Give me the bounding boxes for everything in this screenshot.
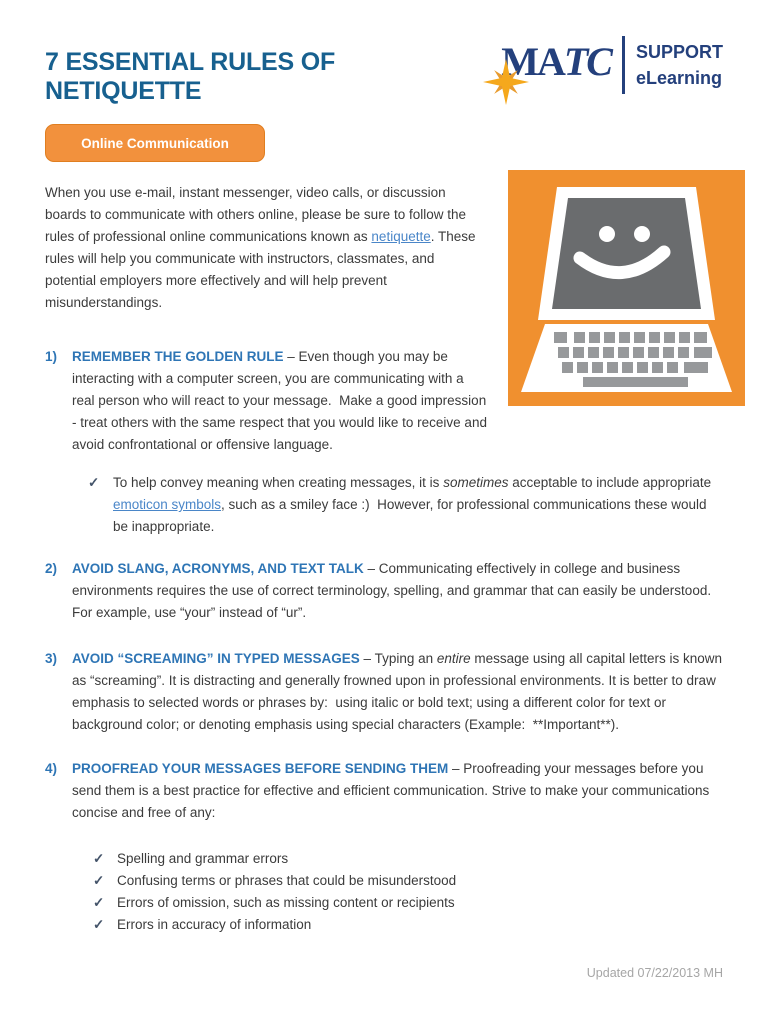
checklist-item: ✓ Errors of omission, such as missing content or recipients [45,892,723,914]
emoticon-symbols-link[interactable]: emoticon symbols [113,497,222,512]
italic-word: sometimes [443,475,509,490]
logo-department [636,39,723,91]
rule-body: – Proofreading your messages before you send them is a best practice for effective and efficient communication. Strive to make your communications concise and free of any: [72,761,714,820]
logo-support-label: SUPPORT [635,42,723,62]
rule-number: 4) [45,761,58,776]
rule-item-3 [45,648,726,736]
checkmark-icon: ✓ [93,917,105,932]
page-title: 7 ESSENTIAL RULES OF NETIQUETTE [45,48,336,105]
header [45,0,723,106]
rule-heading: REMEMBER THE GOLDEN RULE [72,349,284,364]
matc-logo [487,36,723,94]
checklist-item: ✓ Errors in accuracy of information [45,914,723,936]
checkmark-icon: ✓ [88,475,100,490]
logo-text-tc: TC [563,38,611,84]
intro-text: . These rules will help you communicate with instructors, classmates, and potential employers more effectively and will help prevent misunderstandings. [45,229,480,310]
logo-text-ma: MA [501,38,564,84]
rule-number: 2) [45,561,58,576]
rule-item-1 [45,346,491,456]
updated-timestamp: Updated 07/22/2013 MH [586,966,723,980]
online-communication-button[interactable]: Online Communication [45,124,265,162]
rule-body: – Communicating effectively in college and business environments requires the use of correct terminology, spelling, and grammar that can easily be understood. For example, use “your” instead of “ur”. [72,561,715,620]
rule-item-4 [45,758,723,824]
rule-body: – Typing an [359,651,437,666]
checkmark-icon: ✓ [93,895,105,910]
netiquette-link[interactable]: netiquette [371,229,431,244]
brand-star-icon [483,59,529,105]
rule-body: – Even though you may be interacting with a computer screen, you are communicating with a real person who will react to your message. Make a good impression - treat others with the same respect that you would like to receive and avoid confrontational or offensive language. [72,349,491,452]
checkmark-icon: ✓ [93,873,105,888]
rule-heading: AVOID SLANG, ACRONYMS, AND TEXT TALK [72,561,364,576]
matc-brand [487,38,611,93]
rule-heading: AVOID “SCREAMING” IN TYPED MESSAGES [72,651,360,666]
rule-body: message using all capital letters is known as “screaming”. It is distracting and generally frowned upon in professional environments. It is better to draw emphasis to selected words or phrases by: using italic or bold text; using a different color for text or background color; or denoting emphasis using special characters (Example: **Important**). [72,651,726,732]
intro-paragraph [45,182,487,314]
checklist-item: ✓ Spelling and grammar errors [45,848,723,870]
intro-text: When you use e-mail, instant messenger, video calls, or discussion boards to communicate with others online, please be sure to follow the rules of professional online communications known as [45,185,470,244]
rule-item-2 [45,558,723,624]
rule-number: 1) [45,349,58,364]
proofread-checklist [45,848,723,936]
emoticon-tip-bullet: ✓ To help convey meaning when creating messages, it is sometimes acceptable to include appropriate emoticon symbols, such as a smiley face :) However, for professional communications these would be inappropriate. [45,472,723,538]
logo-divider [622,36,625,94]
checkmark-icon: ✓ [93,851,105,866]
rule-heading: PROOFREAD YOUR MESSAGES BEFORE SENDING THEM [72,761,449,776]
rule-number: 3) [45,651,58,666]
laptop-smiley-illustration [508,170,745,406]
italic-word: entire [436,651,471,666]
checklist-item: ✓ Confusing terms or phrases that could be misunderstood [45,870,723,892]
logo-elearning-label: eLearning [635,68,723,88]
